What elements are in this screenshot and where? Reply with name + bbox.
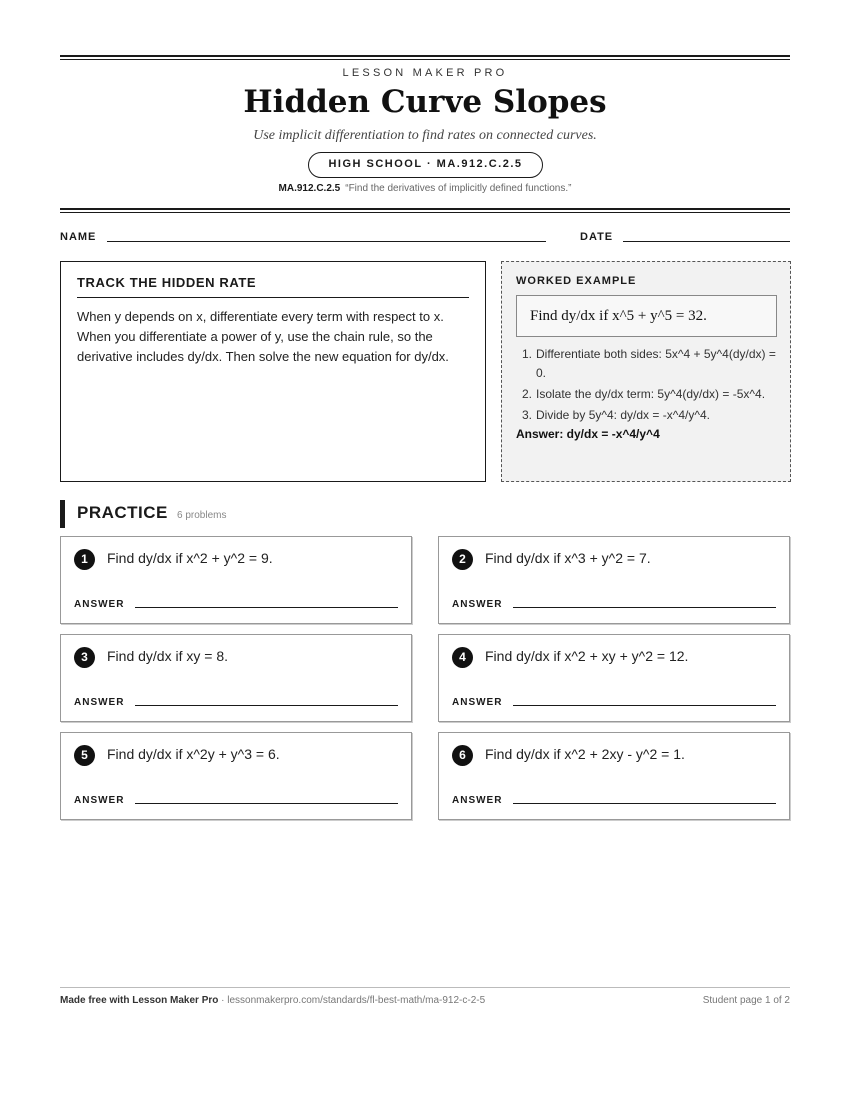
problem-number: 1 xyxy=(74,549,95,570)
brand-name: LESSON MAKER PRO xyxy=(342,67,508,79)
answer-line[interactable] xyxy=(135,607,398,608)
worked-example-step: 3. Divide by 5y^4: dy/dx = -x^4/y^4. xyxy=(522,408,710,422)
problem-number: 3 xyxy=(74,647,95,668)
answer-line[interactable] xyxy=(513,803,776,804)
worked-example-step: 1. Differentiate both sides: 5x^4 + 5y^4(dy/dx) = 0. xyxy=(522,347,776,380)
problem-prompt: Find dy/dx if x^2y + y^3 = 6. xyxy=(107,746,280,762)
footer-rule xyxy=(60,987,790,988)
worked-example-problem: Find dy/dx if x^5 + y^5 = 32. xyxy=(516,295,777,337)
answer-label: ANSWER xyxy=(452,599,503,610)
problem-card-5 xyxy=(60,732,412,820)
problem-number: 2 xyxy=(452,549,473,570)
practice-heading: PRACTICE xyxy=(77,503,168,522)
practice-count: 6 problems xyxy=(177,510,227,521)
worked-example-heading: WORKED EXAMPLE xyxy=(516,275,637,287)
problem-prompt: Find dy/dx if xy = 8. xyxy=(107,648,228,664)
answer-line[interactable] xyxy=(135,705,398,706)
header-bottom-rule xyxy=(60,208,790,213)
standard-code: MA.912.C.2.5 xyxy=(278,183,341,194)
footer-credit xyxy=(60,995,485,1006)
date-field[interactable] xyxy=(623,241,790,242)
problem-card-2 xyxy=(438,536,790,624)
answer-line[interactable] xyxy=(135,803,398,804)
name-field[interactable] xyxy=(107,241,546,242)
problem-number: 6 xyxy=(452,745,473,766)
answer-label: ANSWER xyxy=(74,697,125,708)
grade-standard-badge: HIGH SCHOOL · MA.912.C.2.5 xyxy=(308,152,543,178)
problem-number: 5 xyxy=(74,745,95,766)
standard-description xyxy=(0,183,850,194)
standard-text: “Find the derivatives of implicitly defined functions.” xyxy=(345,183,572,194)
name-label: NAME xyxy=(60,231,97,243)
answer-line[interactable] xyxy=(513,607,776,608)
concept-heading: TRACK THE HIDDEN RATE xyxy=(77,275,469,298)
problem-card-3 xyxy=(60,634,412,722)
worked-example-answer: Answer: dy/dx = -x^4/y^4 xyxy=(516,427,660,441)
problem-card-1 xyxy=(60,536,412,624)
problem-card-4 xyxy=(438,634,790,722)
footer-url: · lessonmakerpro.com/standards/fl-best-math/ma-912-c-2-5 xyxy=(218,995,486,1006)
answer-label: ANSWER xyxy=(74,599,125,610)
answer-label: ANSWER xyxy=(452,697,503,708)
concept-box xyxy=(60,261,486,482)
page-subtitle: Use implicit differentiation to find rates on connected curves. xyxy=(253,128,597,143)
worked-example-box xyxy=(501,261,791,482)
date-label: DATE xyxy=(580,231,614,243)
problem-card-6 xyxy=(438,732,790,820)
answer-line[interactable] xyxy=(513,705,776,706)
worked-example-step: 2. Isolate the dy/dx term: 5y^4(dy/dx) = -5x^4. xyxy=(522,387,766,401)
concept-body: When y depends on x, differentiate every term with respect to x. When you differentiate a power of y, use the chain rule, so the derivative includes dy/dx. Then solve the new equation for dy/dx. xyxy=(77,309,449,364)
problem-prompt: Find dy/dx if x^2 + 2xy - y^2 = 1. xyxy=(485,746,685,762)
answer-label: ANSWER xyxy=(74,795,125,806)
problem-prompt: Find dy/dx if x^2 + y^2 = 9. xyxy=(107,550,273,566)
footer-page-number: Student page 1 of 2 xyxy=(702,995,790,1006)
worked-example-steps xyxy=(516,345,776,425)
footer-made-with: Made free with Lesson Maker Pro xyxy=(60,995,219,1006)
page-title: Hidden Curve Slopes xyxy=(243,84,607,120)
top-rule xyxy=(60,55,790,60)
problem-number: 4 xyxy=(452,647,473,668)
practice-accent-bar xyxy=(60,500,65,528)
problem-prompt: Find dy/dx if x^2 + xy + y^2 = 12. xyxy=(485,648,689,664)
answer-label: ANSWER xyxy=(452,795,503,806)
problem-prompt: Find dy/dx if x^3 + y^2 = 7. xyxy=(485,550,651,566)
